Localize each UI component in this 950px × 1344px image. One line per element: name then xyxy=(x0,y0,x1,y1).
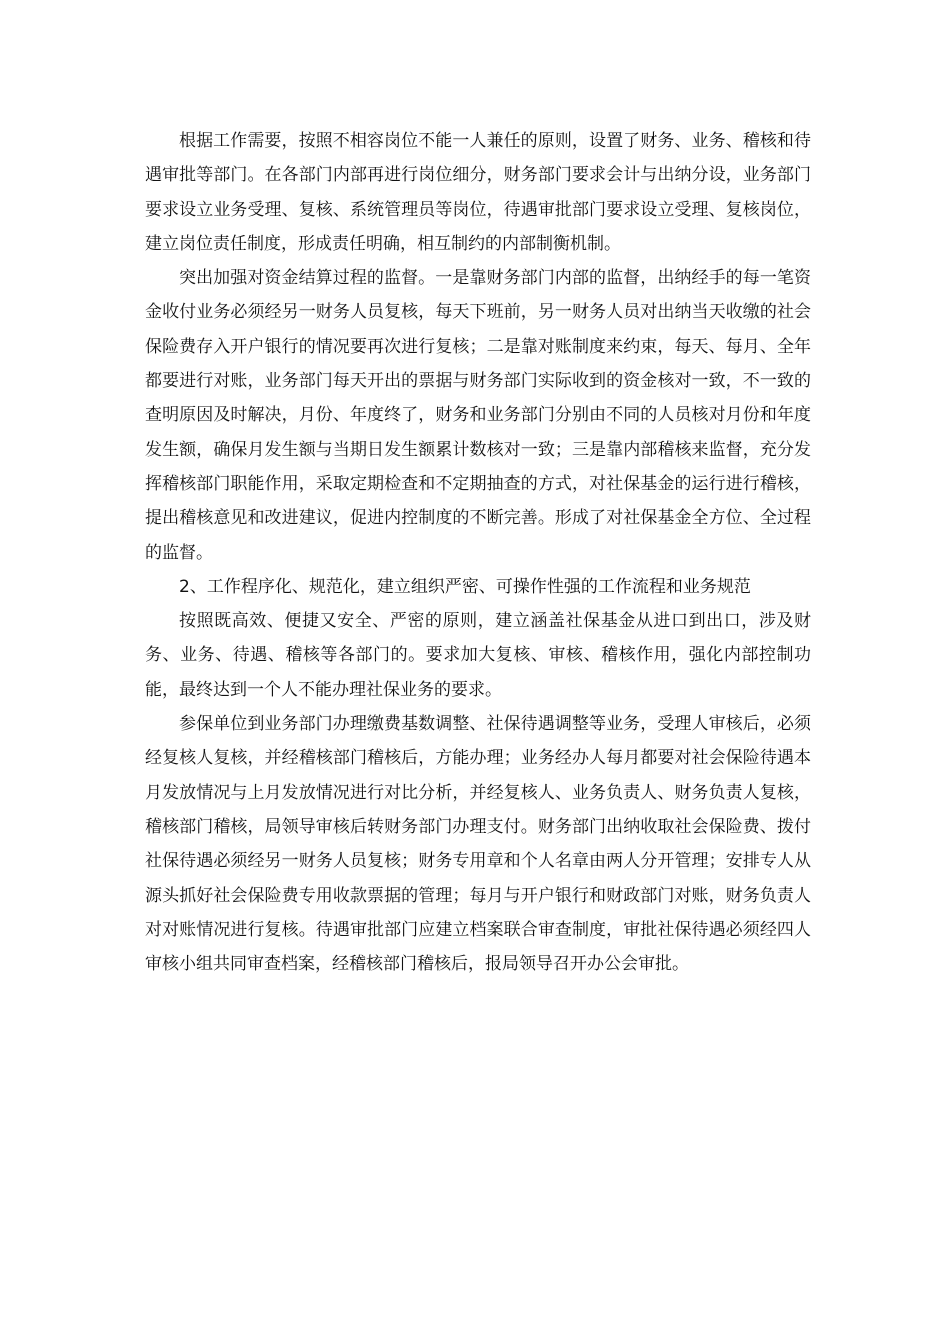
paragraph-job-separation: 根据工作需要，按照不相容岗位不能一人兼任的原则，设置了财务、业务、稽核和待遇审批等部门。在各部门内部再进行岗位细分，财务部门要求会计与出纳分设，业务部门要求设立业务受理、复核、系统管理员等岗位，待遇审批部门要求设立受理、复核岗位，建立岗位责任制度，形成责任明确，相互制约的内部制衡机制。 xyxy=(145,131,811,254)
paragraph-business-procedures: 参保单位到业务部门办理缴费基数调整、社保待遇调整等业务，受理人审核后，必须经复核人复核，并经稽核部门稽核后，方能办理；业务经办人每月都要对社会保险待遇本月发放情况与上月发放情况进行对比分析，并经复核人、业务负责人、财务负责人复核，稽核部门稽核，局领导审核后转财务部门办理支付。财务部门出纳收取社会保险费、拨付社保待遇必须经另一财务人员复核；财务专用章和个人名章由两人分开管理；安排专人从源头抓好社会保险费专用收款票据的管理；每月与开户银行和财政部门对账，财务负责人对对账情况进行复核。待遇审批部门应建立档案联合审查制度，审批社保待遇必须经四人审核小组共同审查档案，经稽核部门稽核后，报局领导召开办公会审批。 xyxy=(145,714,811,975)
paragraph-fund-settlement-supervision: 突出加强对资金结算过程的监督。一是靠财务部门内部的监督，出纳经手的每一笔资金收付业务必须经另一财务人员复核，每天下班前，另一财务人员对出纳当天收缴的社会保险费存入开户银行的情况要再次进行复核；二是靠对账制度来约束，每天、每月、全年都要进行对账，业务部门每天开出的票据与财务部门实际收到的资金核对一致，不一致的查明原因及时解决，月份、年度终了，财务和业务部门分别由不同的人员核对月份和年度发生额，确保月发生额与当期日发生额累计数核对一致；三是靠内部稽核来监督，充分发挥稽核部门职能作用，采取定期检查和不定期抽查的方式，对社保基金的运行进行稽核，提出稽核意见和改进建议，促进内控制度的不断完善。形成了对社保基金全方位、全过程的监督。 xyxy=(145,268,811,563)
paragraph-workflow-principles: 按照既高效、便捷又安全、严密的原则，建立涵盖社保基金从进口到出口，涉及财务、业务、待遇、稽核等各部门的。要求加大复核、审核、稽核作用，强化内部控制功能，最终达到一个人不能办理社保业务的要求。 xyxy=(145,611,811,700)
document-body xyxy=(145,124,811,981)
section-heading-workflow-standardization: 2、工作程序化、规范化，建立组织严密、可操作性强的工作流程和业务规范 xyxy=(179,576,751,597)
